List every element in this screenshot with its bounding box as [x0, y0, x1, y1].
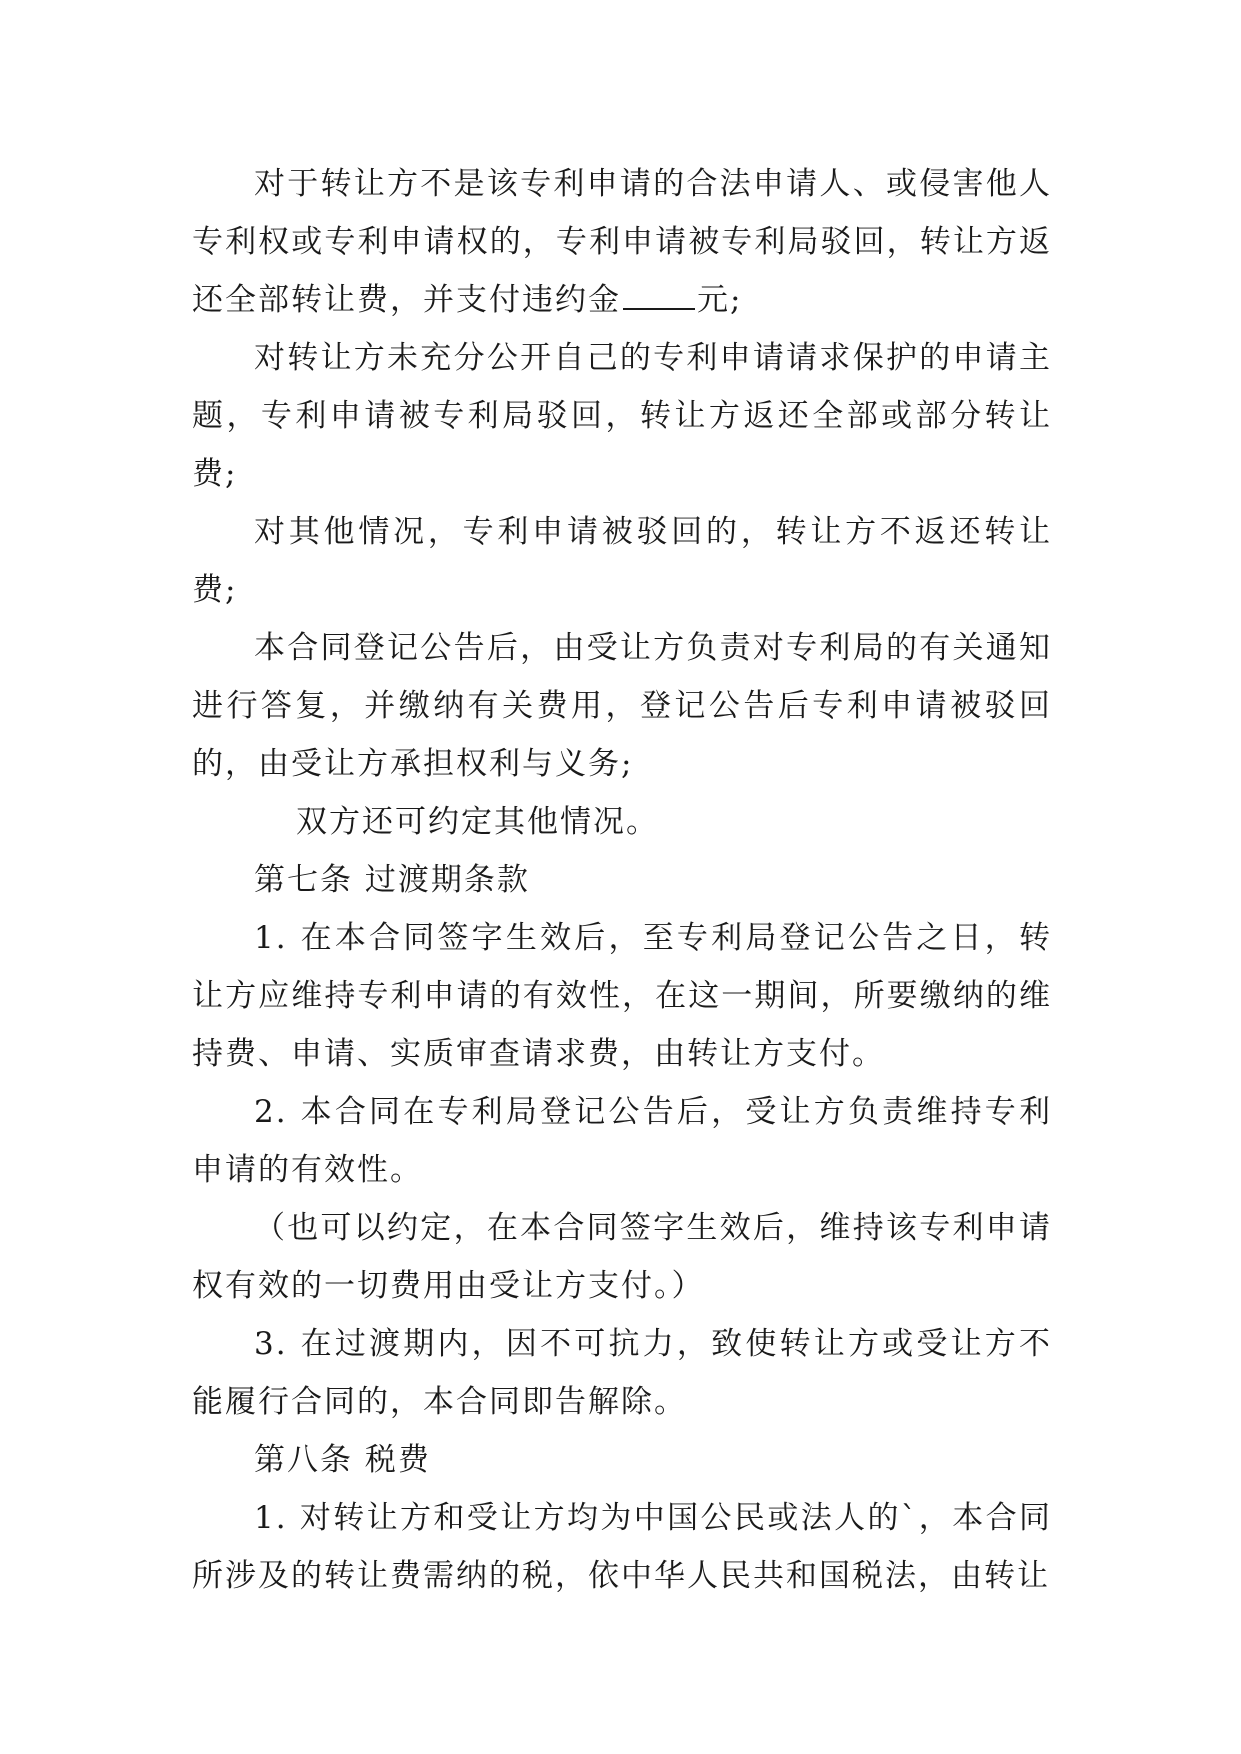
- article-7-item-3: 3. 在过渡期内，因不可抗力，致使转让方或受让方不能履行合同的，本合同即告解除。: [192, 1326, 1052, 1420]
- document-body: [192, 155, 1052, 1605]
- penalty-amount-blank: [623, 284, 695, 310]
- article-7-item-1: 1. 在本合同签字生效后，至专利局登记公告之日，转让方应维持专利申请的有效性，在这一期间，所要缴纳的维持费、申请、实质审查请求费，由转让方支付。: [192, 920, 1052, 1072]
- paragraph-after-registration: 本合同登记公告后，由受让方负责对专利局的有关通知进行答复，并缴纳有关费用，登记公告后专利申请被驳回的，由受让方承担权利与义务;: [192, 630, 1052, 782]
- paragraph-other-agreements: 双方还可约定其他情况。: [296, 804, 659, 840]
- article-7-note: （也可以约定，在本合同签字生效后，维持该专利申请权有效的一切费用由受让方支付。）: [192, 1210, 1052, 1304]
- article-8-item-1: 1. 对转让方和受让方均为中国公民或法人的`，本合同所涉及的转让费需纳的税，依中华人民共和国税法，由转让: [192, 1500, 1052, 1594]
- article-8-heading: 第八条 税费: [254, 1442, 431, 1478]
- paragraph-insufficient-disclosure: 对转让方未充分公开自己的专利申请请求保护的申请主题，专利申请被专利局驳回，转让方返还全部或部分转让费;: [192, 340, 1052, 492]
- article-7-item-2: 2. 本合同在专利局登记公告后，受让方负责维持专利申请的有效性。: [192, 1094, 1052, 1188]
- article-7-heading: 第七条 过渡期条款: [254, 862, 530, 898]
- paragraph-refund-illegal-applicant: [192, 155, 1052, 329]
- paragraph-other-cases: 对其他情况，专利申请被驳回的，转让方不返还转让费;: [192, 514, 1052, 608]
- paragraph-text: 对于转让方不是该专利申请的合法申请人、或侵害他人专利权或专利申请权的，专利申请被专利局驳回，转让方返还全部转让费，并支付违约金: [192, 166, 1052, 318]
- paragraph-suffix: 元;: [697, 282, 743, 318]
